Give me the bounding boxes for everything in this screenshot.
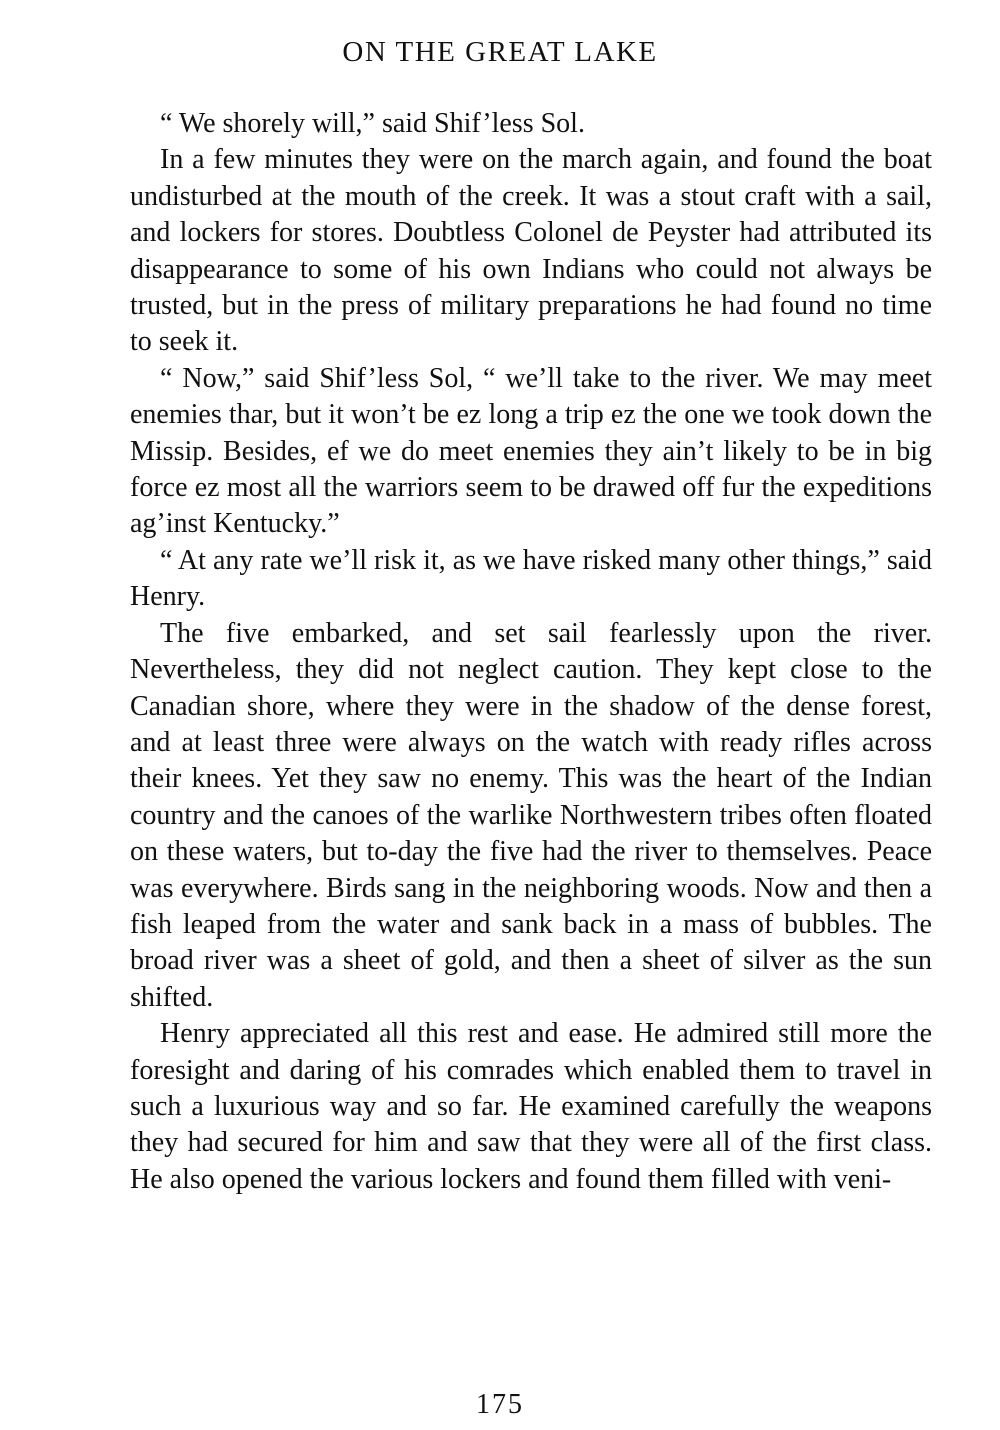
paragraph: “ At any rate we’ll risk it, as we have risked many other things,” said Henry. bbox=[130, 544, 932, 613]
paragraph: “ Now,” said Shif’less Sol, “ we’ll take to the river. We may meet enemies thar, but it won’t be ez long a trip ez the one we took down the Missip. Besides, ef we do meet enemies they ain’t likely to be in big force ez most all the warriors seem to be drawed off fur the expeditions ag’inst Kentucky.” bbox=[130, 362, 932, 540]
body-text bbox=[130, 106, 932, 1198]
paragraph: In a few minutes they were on the march again, and found the boat undisturbed at the mouth of the creek. It was a stout craft with a sail, and lockers for stores. Doubtless Colonel de Peyster had attributed its disappearance to some of his own Indians who could not always be trusted, but in the press of military preparations he had found no time to seek it. bbox=[130, 144, 932, 358]
paragraph: The five embarked, and set sail fearlessly upon the river. Nevertheless, they did not neglect caution. They kept close to the Canadian shore, where they were in the shadow of the dense forest, and at least three were always on the watch with ready rifles across their knees. Yet they saw no enemy. This was the heart of the Indian country and the canoes of the warlike Northwestern tribes often floated on these waters, but to-day the five had the river to themselves. Peace was everywhere. Birds sang in the neighboring woods. Now and then a fish leaped from the water and sank back in a mass of bubbles. The broad river was a sheet of gold, and then a sheet of silver as the sun shifted. bbox=[130, 617, 932, 1013]
paragraph: “ We shorely will,” said Shif’less Sol. bbox=[160, 108, 585, 139]
page-number: 175 bbox=[476, 1389, 524, 1420]
paragraph: Henry appreciated all this rest and ease. He admired still more the foresight and daring of his comrades which enabled them to travel in such a luxurious way and so far. He examined carefully the weapons they had secured for him and saw that they were all of the first class. He also opened the various lockers and found them filled with veni- bbox=[130, 1018, 932, 1195]
running-head: ON THE GREAT LAKE bbox=[342, 36, 658, 68]
